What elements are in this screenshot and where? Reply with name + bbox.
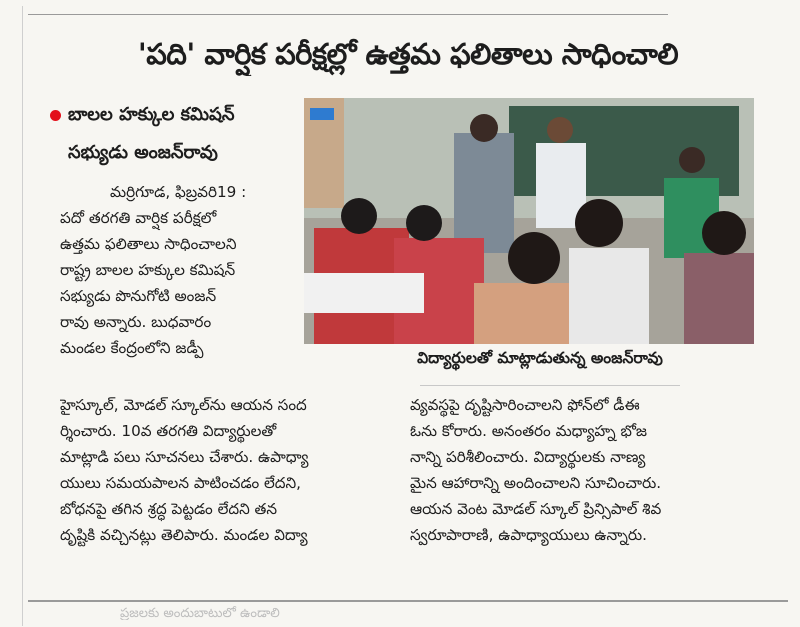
body-line: మాట్లాడి పలు సూచనలు చేశారు. ఉపాధ్యా <box>60 448 309 466</box>
photo-caption: విద్యార్థులతో మాట్లాడుతున్న అంజన్‌రావు <box>417 349 663 367</box>
body-line: నాన్ని పరిశీలించారు. విద్యార్థులకు నాణ్య <box>410 448 646 466</box>
red-bullet-icon <box>50 110 61 121</box>
body-line: పదో తరగతి వార్షిక పరీక్షలో <box>60 209 217 227</box>
news-photo <box>304 98 754 344</box>
body-line: హైస్కూల్, మోడల్ స్కూల్‌ను ఆయన సంద <box>60 396 307 414</box>
next-article-headline-partial: ప్రజలకు అందుబాటులో ఉండాలి <box>120 606 280 620</box>
bottom-rule <box>28 600 788 602</box>
body-line: మైన ఆహారాన్ని అందించాలని సూచించారు. <box>410 474 662 492</box>
body-line: ఉత్తమ ఫలితాలు సాధించాలని <box>60 235 237 253</box>
body-line: మండల కేంద్రంలోని జడ్పీ <box>60 339 204 357</box>
body-line: ఆయన వెంట మోడల్ స్కూల్ ప్రిన్సిపాల్ శివ <box>410 500 662 518</box>
side-rule <box>22 6 23 626</box>
body-line: రావు అన్నారు. బుధవారం <box>60 313 212 331</box>
body-line: యులు సమయపాలన పాటించడం లేదని, <box>60 474 301 492</box>
body-line: దృష్టికి వచ్చినట్లు తెలిపారు. మండల విద్యా <box>60 526 308 544</box>
subheading-line-1: బాలల హక్కుల కమిషన్ <box>68 104 235 125</box>
body-line: వ్యవస్థపై దృష్టిసారించాలని ఫోన్‌లో డీఈ <box>410 396 640 414</box>
dateline: మర్రిగూడ, ఫిబ్రవరి19 : <box>110 183 247 201</box>
body-line: రాష్ట్ర బాలల హక్కుల కమిషన్ <box>60 261 236 279</box>
subheading-line-2: సభ్యుడు అంజన్‌రావు <box>68 142 218 163</box>
body-line: ఓను కోరారు. అనంతరం మధ్యాహ్న భోజ <box>410 422 648 440</box>
article-headline: 'పది' వార్షిక పరీక్షల్లో ఉత్తమ ఫలితాలు సాధించాలి <box>137 37 679 71</box>
body-line: ర్శించారు. 10వ తరగతి విద్యార్థులతో <box>60 422 277 440</box>
body-line: బోధనపై తగిన శ్రద్ధ పెట్టడం లేదని తన <box>60 500 278 518</box>
body-line: సభ్యుడు పొనుగోటి అంజన్ <box>60 287 217 305</box>
body-line: స్వరూపారాణి, ఉపాధ్యాయులు ఉన్నారు. <box>410 526 647 544</box>
top-rule <box>28 14 668 15</box>
caption-rule <box>420 385 680 386</box>
